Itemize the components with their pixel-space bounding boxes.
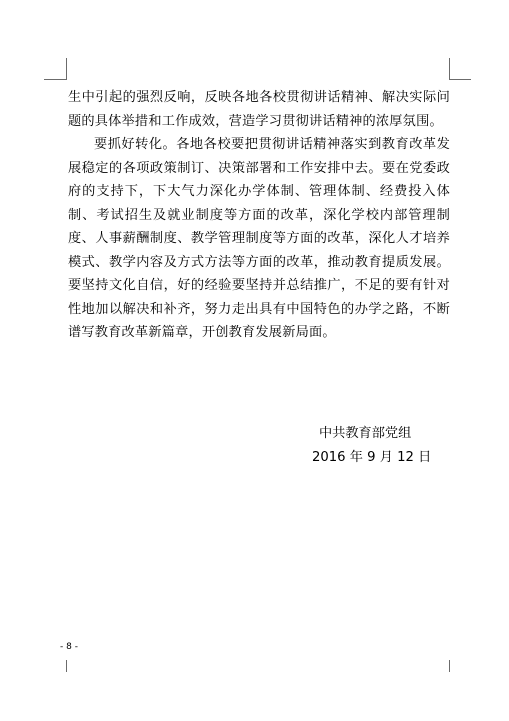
crop-mark-bottom-left <box>66 660 67 672</box>
paragraph-continuation: 生中引起的强烈反响，反映各地各校贯彻讲话精神、解决实际问题的具体举措和工作成效，营造学习贯彻讲话精神的浓厚氛围。 <box>68 90 450 129</box>
crop-mark-top-left-vertical <box>66 58 67 80</box>
signature-block <box>300 422 450 470</box>
page-number: - 8 - <box>60 642 78 652</box>
signature-date: 2016 年 9 月 12 日 <box>312 450 432 465</box>
crop-mark-top-left-horizontal <box>44 79 66 80</box>
body-text <box>68 86 450 345</box>
crop-mark-top-right-vertical <box>449 58 450 80</box>
paragraph-transformation: 要抓好转化。各地各校要把贯彻讲话精神落实到教育改革发展稳定的各项政策制订、决策部署和工作安排中去。要在党委政府的支持下，下大气力深化办学体制、管理体制、经费投入体制、考试招生及就业制度等方面的改革，深化学校内部管理制度、人事薪酬制度、教学管理制度等方面的改革，深化人才培养模式、教学内容及方式方法等方面的改革，推动教育提质发展。要坚持文化自信，好的经验要坚持并总结推广，不足的要有针对性地加以解决和补齐，努力走出具有中国特色的办学之路，不断谱写教育改革新篇章，开创教育发展新局面。 <box>68 137 450 340</box>
signature-organization: 中共教育部党组 <box>319 426 412 441</box>
crop-mark-bottom-right <box>449 660 450 672</box>
crop-mark-top-right-horizontal <box>449 79 471 80</box>
